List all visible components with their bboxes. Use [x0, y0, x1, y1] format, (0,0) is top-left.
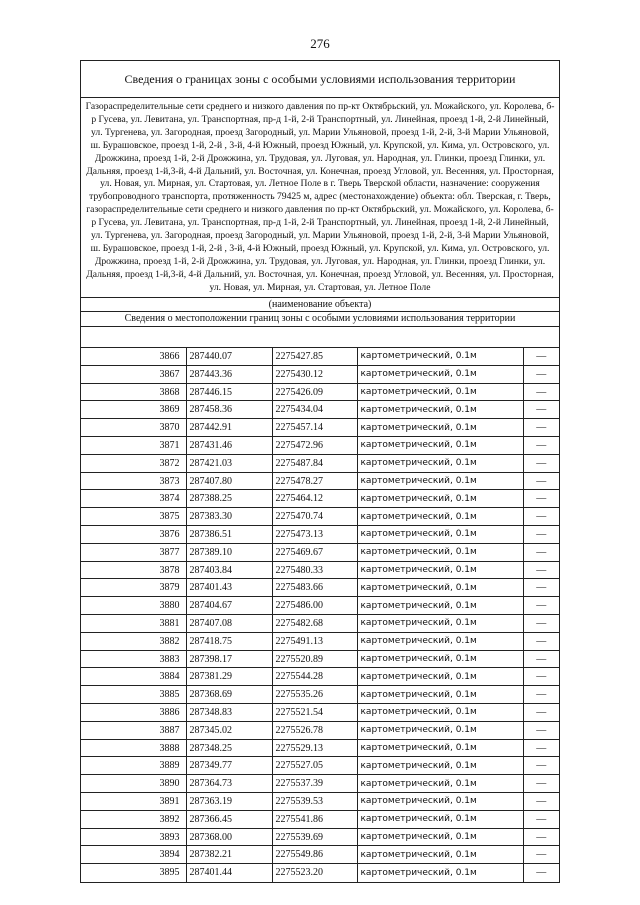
point-number-cell: 3872: [81, 454, 186, 472]
coord-y-cell: 2275487.84: [272, 454, 357, 472]
coord-y-cell: 2275527.05: [272, 757, 357, 775]
determination-method-cell: картометрический, 0.1м: [357, 793, 523, 811]
coord-y-cell: 2275480.33: [272, 561, 357, 579]
point-number-cell: 3885: [81, 686, 186, 704]
point-number-cell: 3868: [81, 383, 186, 401]
accuracy-note-cell: —: [523, 437, 559, 455]
point-number-cell: 3874: [81, 490, 186, 508]
accuracy-note-cell: —: [523, 721, 559, 739]
object-description: Газораспределительные сети среднего и низкого давления по пр-кт Октябрьский, ул. Можайского, ул. Королева, б-р Гусева, ул. Левитана, ул. Транспортная, пр-д 1-й, 2-й Транспортный, ул. Линейная, проезд 1-й, 2-й Линейный, ул. Тургенева, ул. Загородная, проезд Загородный, ул. Марии Ульяновой, проезд 1-й, 2-й, 3-й Марии Ульяновой, ш. Бурашовское, проезд 1-й, 2-й , 3-й, 4-й Южный, проезд Южный, ул. Крупской, ул. Кима, ул. Островского, ул. Дрожжина, проезд 1-й, 2-й Дрожжина, ул. Трудовая, ул. Луговая, ул. Народная, ул. Глинки, проезд Глинки, ул. Дальняя, проезд 1-й,3-й, 4-й Дальний, ул. Восточная, ул. Конечная, проезд Угловой, ул. Весенняя, ул. Просторная, ул. Новая, ул. Мирная, ул. Стартовая, ул. Летное Поле в г. Тверь Тверской области, назначение: сооружения трубопроводного транспорта, протяженность 79425 м, адрес (местонахождение) объекта: обл. Тверская, г. Тверь, газораспределительные сети среднего и низкого давления по пр-кт Октябрьский, ул. Можайского, ул. Королева, б-р Гусева, ул. Левитана, ул. Транспортная, пр-д 1-й, 2-й Транспортный, ул. Линейная, проезд 1-й, 2-й Линейный, ул. Тургенева, ул. Загородная, проезд Загородный, ул. Марии Ульяновой, проезд 1-й, 2-й, 3-й Марии Ульяновой, ш. Бурашовское, проезд 1-й, 2-й , 3-й, 4-й Южный, проезд Южный, ул. Крупской, ул. Кима, ул. Островского, ул. Дрожжина, проезд 1-й, 2-й Дрожжина, ул. Трудовая, ул. Луговая, ул. Народная, ул. Глинки, проезд Глинки, ул. Дальняя, проезд 1-й,3-й, 4-й Дальний, ул. Восточная, ул. Конечная, проезд Угловой, ул. Весенняя, ул. Просторная, ул. Новая, ул. Мирная, ул. Стартовая, ул. Летное Поле: [81, 98, 559, 298]
coord-y-cell: 2275469.67: [272, 543, 357, 561]
determination-method-cell: картометрический, 0.1м: [357, 508, 523, 526]
determination-method-cell: картометрический, 0.1м: [357, 721, 523, 739]
accuracy-note-cell: —: [523, 828, 559, 846]
coord-y-cell: 2275535.26: [272, 686, 357, 704]
point-number-cell: 3892: [81, 810, 186, 828]
coord-y-cell: 2275426.09: [272, 383, 357, 401]
coord-x-cell: 287418.75: [186, 632, 272, 650]
coord-y-cell: 2275544.28: [272, 668, 357, 686]
coord-x-cell: 287404.67: [186, 597, 272, 615]
point-number-cell: 3878: [81, 561, 186, 579]
coord-x-cell: 287389.10: [186, 543, 272, 561]
accuracy-note-cell: —: [523, 757, 559, 775]
determination-method-cell: картометрический, 0.1м: [357, 739, 523, 757]
point-number-cell: 3886: [81, 704, 186, 722]
coord-y-cell: 2275434.04: [272, 401, 357, 419]
table-row: [81, 810, 559, 828]
coord-y-cell: 2275473.13: [272, 526, 357, 544]
accuracy-note-cell: —: [523, 490, 559, 508]
coord-y-cell: 2275539.53: [272, 793, 357, 811]
point-number-cell: 3869: [81, 401, 186, 419]
determination-method-cell: картометрический, 0.1м: [357, 579, 523, 597]
determination-method-cell: картометрический, 0.1м: [357, 454, 523, 472]
table-row: [81, 543, 559, 561]
coord-x-cell: 287442.91: [186, 419, 272, 437]
accuracy-note-cell: —: [523, 383, 559, 401]
page-number: 276: [310, 36, 330, 51]
accuracy-note-cell: —: [523, 793, 559, 811]
point-number-cell: 3893: [81, 828, 186, 846]
coord-x-cell: 287349.77: [186, 757, 272, 775]
determination-method-cell: картометрический, 0.1м: [357, 419, 523, 437]
coord-y-cell: 2275523.20: [272, 864, 357, 882]
accuracy-note-cell: —: [523, 846, 559, 864]
determination-method-cell: картометрический, 0.1м: [357, 561, 523, 579]
accuracy-note-cell: —: [523, 526, 559, 544]
accuracy-note-cell: —: [523, 597, 559, 615]
table-row: [81, 579, 559, 597]
table-row: [81, 739, 559, 757]
zone-boundary-form: [80, 60, 560, 883]
table-row: [81, 454, 559, 472]
object-name-caption: (наименование объекта): [81, 298, 559, 312]
determination-method-cell: картометрический, 0.1м: [357, 650, 523, 668]
coord-x-cell: 287364.73: [186, 775, 272, 793]
coord-x-cell: 287368.69: [186, 686, 272, 704]
point-number-cell: 3866: [81, 348, 186, 366]
coord-x-cell: 287407.80: [186, 472, 272, 490]
determination-method-cell: картометрический, 0.1м: [357, 383, 523, 401]
coord-x-cell: 287386.51: [186, 526, 272, 544]
coord-y-cell: 2275470.74: [272, 508, 357, 526]
accuracy-note-cell: —: [523, 686, 559, 704]
point-number-cell: 3891: [81, 793, 186, 811]
table-header-spacer: [81, 327, 559, 348]
determination-method-cell: картометрический, 0.1м: [357, 348, 523, 366]
accuracy-note-cell: —: [523, 419, 559, 437]
accuracy-note-cell: —: [523, 704, 559, 722]
coord-x-cell: 287446.15: [186, 383, 272, 401]
point-number-cell: 3877: [81, 543, 186, 561]
determination-method-cell: картометрический, 0.1м: [357, 526, 523, 544]
coord-y-cell: 2275526.78: [272, 721, 357, 739]
accuracy-note-cell: —: [523, 632, 559, 650]
point-number-cell: 3895: [81, 864, 186, 882]
determination-method-cell: картометрический, 0.1м: [357, 846, 523, 864]
table-row: [81, 437, 559, 455]
coord-x-cell: 287458.36: [186, 401, 272, 419]
coord-x-cell: 287381.29: [186, 668, 272, 686]
point-number-cell: 3888: [81, 739, 186, 757]
table-row: [81, 401, 559, 419]
accuracy-note-cell: —: [523, 579, 559, 597]
coord-y-cell: 2275529.13: [272, 739, 357, 757]
coord-x-cell: 287345.02: [186, 721, 272, 739]
table-row: [81, 472, 559, 490]
coord-x-cell: 287366.45: [186, 810, 272, 828]
coord-x-cell: 287368.00: [186, 828, 272, 846]
table-row: [81, 757, 559, 775]
table-row: [81, 686, 559, 704]
determination-method-cell: картометрический, 0.1м: [357, 704, 523, 722]
determination-method-cell: картометрический, 0.1м: [357, 864, 523, 882]
table-row: [81, 561, 559, 579]
table-row: [81, 597, 559, 615]
point-number-cell: 3879: [81, 579, 186, 597]
section-title: Сведения о местоположении границ зоны с особыми условиями использования территории: [81, 312, 559, 327]
accuracy-note-cell: —: [523, 472, 559, 490]
coord-y-cell: 2275520.89: [272, 650, 357, 668]
point-number-cell: 3887: [81, 721, 186, 739]
table-row: [81, 348, 559, 366]
point-number-cell: 3883: [81, 650, 186, 668]
coord-y-cell: 2275491.13: [272, 632, 357, 650]
coord-x-cell: 287348.83: [186, 704, 272, 722]
coord-x-cell: 287363.19: [186, 793, 272, 811]
table-row: [81, 632, 559, 650]
coord-y-cell: 2275482.68: [272, 615, 357, 633]
coord-x-cell: 287421.03: [186, 454, 272, 472]
coord-y-cell: 2275486.00: [272, 597, 357, 615]
determination-method-cell: картометрический, 0.1м: [357, 757, 523, 775]
coordinates-table: [81, 348, 559, 882]
coord-y-cell: 2275541.86: [272, 810, 357, 828]
coord-y-cell: 2275427.85: [272, 348, 357, 366]
point-number-cell: 3880: [81, 597, 186, 615]
coord-x-cell: 287383.30: [186, 508, 272, 526]
point-number-cell: 3889: [81, 757, 186, 775]
accuracy-note-cell: —: [523, 401, 559, 419]
accuracy-note-cell: —: [523, 775, 559, 793]
determination-method-cell: картометрический, 0.1м: [357, 810, 523, 828]
coord-x-cell: 287382.21: [186, 846, 272, 864]
determination-method-cell: картометрический, 0.1м: [357, 490, 523, 508]
point-number-cell: 3894: [81, 846, 186, 864]
accuracy-note-cell: —: [523, 739, 559, 757]
accuracy-note-cell: —: [523, 668, 559, 686]
determination-method-cell: картометрический, 0.1м: [357, 472, 523, 490]
point-number-cell: 3871: [81, 437, 186, 455]
coord-y-cell: 2275549.86: [272, 846, 357, 864]
determination-method-cell: картометрический, 0.1м: [357, 828, 523, 846]
coord-x-cell: 287401.44: [186, 864, 272, 882]
coord-y-cell: 2275430.12: [272, 365, 357, 383]
determination-method-cell: картометрический, 0.1м: [357, 365, 523, 383]
coord-y-cell: 2275464.12: [272, 490, 357, 508]
point-number-cell: 3884: [81, 668, 186, 686]
determination-method-cell: картометрический, 0.1м: [357, 597, 523, 615]
accuracy-note-cell: —: [536, 867, 547, 879]
accuracy-note-cell: —: [523, 650, 559, 668]
coord-x-cell: 287398.17: [186, 650, 272, 668]
determination-method-cell: картометрический, 0.1м: [357, 437, 523, 455]
coord-x-cell: 287388.25: [186, 490, 272, 508]
point-number-cell: 3873: [81, 472, 186, 490]
coord-x-cell: 287348.25: [186, 739, 272, 757]
table-row: [81, 775, 559, 793]
table-row: [81, 846, 559, 864]
point-number-cell: 3890: [81, 775, 186, 793]
coord-x-cell: 287407.08: [186, 615, 272, 633]
point-number-cell: 3882: [81, 632, 186, 650]
determination-method-cell: картометрический, 0.1м: [357, 615, 523, 633]
accuracy-note-cell: —: [523, 810, 559, 828]
table-row: [81, 365, 559, 383]
accuracy-note-cell: —: [523, 508, 559, 526]
table-row: [81, 864, 559, 882]
form-title: Сведения о границах зоны с особыми условиями использования территории: [81, 61, 559, 98]
coord-y-cell: 2275472.96: [272, 437, 357, 455]
determination-method-cell: картометрический, 0.1м: [357, 668, 523, 686]
coord-y-cell: 2275457.14: [272, 419, 357, 437]
table-row: [81, 508, 559, 526]
table-row: [81, 383, 559, 401]
determination-method-cell: картометрический, 0.1м: [357, 632, 523, 650]
accuracy-note-cell: —: [523, 348, 559, 366]
table-row: [81, 419, 559, 437]
accuracy-note-cell: —: [523, 543, 559, 561]
accuracy-note-cell: —: [523, 365, 559, 383]
determination-method-cell: картометрический, 0.1м: [357, 686, 523, 704]
table-row: [81, 721, 559, 739]
point-number-cell: 3876: [81, 526, 186, 544]
point-number-cell: 3881: [81, 615, 186, 633]
coord-y-cell: 2275537.39: [272, 775, 357, 793]
table-row: [81, 650, 559, 668]
coord-x-cell: 287431.46: [186, 437, 272, 455]
coord-x-cell: 287443.36: [186, 365, 272, 383]
table-row: [81, 490, 559, 508]
table-row: [81, 704, 559, 722]
coord-x-cell: 287401.43: [186, 579, 272, 597]
accuracy-note-cell: —: [523, 615, 559, 633]
table-row: [81, 615, 559, 633]
determination-method-cell: картометрический, 0.1м: [357, 775, 523, 793]
coord-y-cell: 2275478.27: [272, 472, 357, 490]
accuracy-note-cell: —: [523, 454, 559, 472]
determination-method-cell: картометрический, 0.1м: [357, 401, 523, 419]
coord-y-cell: 2275483.66: [272, 579, 357, 597]
point-number-cell: 3867: [81, 365, 186, 383]
table-row: [81, 526, 559, 544]
determination-method-cell: картометрический, 0.1м: [357, 543, 523, 561]
coord-x-cell: 287440.07: [186, 348, 272, 366]
point-number-cell: 3870: [81, 419, 186, 437]
point-number-cell: 3875: [81, 508, 186, 526]
table-row: [81, 828, 559, 846]
coordinates-table-body: [81, 348, 559, 882]
coord-x-cell: 287403.84: [186, 561, 272, 579]
coord-y-cell: 2275539.69: [272, 828, 357, 846]
table-row: [81, 793, 559, 811]
coord-y-cell: 2275521.54: [272, 704, 357, 722]
accuracy-note-cell: —: [523, 561, 559, 579]
table-row: [81, 668, 559, 686]
